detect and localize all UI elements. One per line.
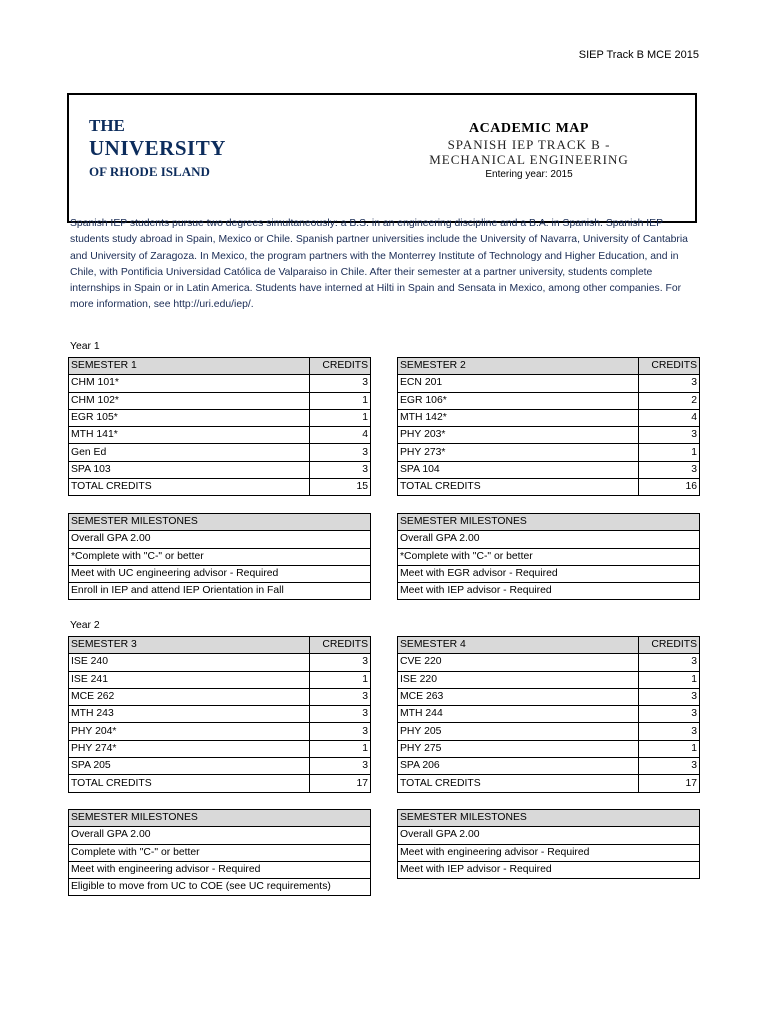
milestone-item: Meet with engineering advisor - Required (398, 844, 700, 861)
course-cell: MTH 142* (398, 409, 639, 426)
semester-3-table (68, 636, 371, 793)
year-1-label: Year 1 (70, 341, 100, 352)
milestone-row (398, 844, 700, 861)
course-cell: MCE 263 (398, 688, 639, 705)
logo-line-2: UNIVERSITY (89, 136, 226, 160)
table-row (69, 723, 371, 740)
total-credits: 17 (639, 775, 700, 792)
milestone-row (398, 548, 700, 565)
credits-cell: 3 (310, 654, 371, 671)
milestone-item: Meet with IEP advisor - Required (398, 861, 700, 878)
course-cell: SPA 206 (398, 758, 639, 775)
total-row (69, 775, 371, 792)
course-cell: EGR 105* (69, 409, 310, 426)
semester-header: SEMESTER 3 (69, 637, 310, 654)
milestone-item: Meet with engineering advisor - Required (69, 861, 371, 878)
program-title: MECHANICAL ENGINEERING (429, 152, 629, 167)
credits-cell: 3 (639, 654, 700, 671)
milestone-item: *Complete with "C-" or better (398, 548, 700, 565)
total-row (69, 479, 371, 496)
credits-cell: 2 (639, 392, 700, 409)
milestone-item: Overall GPA 2.00 (69, 531, 371, 548)
total-credits: 15 (310, 479, 371, 496)
milestone-item: Complete with "C-" or better (69, 844, 371, 861)
course-cell: EGR 106* (398, 392, 639, 409)
milestone-row (69, 583, 371, 600)
track-title: SPANISH IEP TRACK B - (447, 137, 611, 152)
total-label: TOTAL CREDITS (398, 479, 639, 496)
table-row (398, 688, 700, 705)
table-row (69, 375, 371, 392)
title-block (369, 121, 689, 180)
table-row (398, 671, 700, 688)
table-row (398, 427, 700, 444)
title-box (67, 93, 697, 223)
uri-logo (89, 117, 226, 178)
milestone-row (69, 531, 371, 548)
table-row (69, 688, 371, 705)
credits-header: CREDITS (639, 637, 700, 654)
credits-header: CREDITS (310, 637, 371, 654)
entering-year: Entering year: 2015 (485, 169, 573, 180)
semester-2-milestones (397, 513, 700, 600)
milestone-row (69, 861, 371, 878)
semester-2-table (397, 357, 700, 496)
credits-header: CREDITS (310, 358, 371, 375)
milestone-row (69, 548, 371, 565)
table-row (69, 758, 371, 775)
milestones-header: SEMESTER MILESTONES (398, 514, 700, 531)
semester-4-milestones (397, 809, 700, 879)
semester-header: SEMESTER 4 (398, 637, 639, 654)
course-cell: MTH 141* (69, 427, 310, 444)
course-cell: MCE 262 (69, 688, 310, 705)
course-cell: PHY 275 (398, 740, 639, 757)
credits-cell: 3 (639, 688, 700, 705)
table-row (398, 392, 700, 409)
milestone-row (398, 531, 700, 548)
table-row (398, 461, 700, 478)
table-row (69, 654, 371, 671)
milestone-row (69, 879, 371, 896)
total-credits: 17 (310, 775, 371, 792)
credits-cell: 3 (639, 461, 700, 478)
milestone-row (398, 583, 700, 600)
course-cell: ISE 220 (398, 671, 639, 688)
semester-4-table (397, 636, 700, 793)
course-cell: ISE 241 (69, 671, 310, 688)
total-row (398, 479, 700, 496)
credits-cell: 3 (310, 461, 371, 478)
milestone-row (69, 844, 371, 861)
table-row (398, 375, 700, 392)
table-row (69, 427, 371, 444)
milestone-item: Overall GPA 2.00 (398, 827, 700, 844)
milestone-item: Eligible to move from UC to COE (see UC requirements) (69, 879, 371, 896)
credits-cell: 1 (310, 740, 371, 757)
course-cell: CVE 220 (398, 654, 639, 671)
credits-cell: 1 (310, 409, 371, 426)
milestone-row (398, 827, 700, 844)
logo-line-3: OF RHODE ISLAND (89, 164, 210, 179)
course-cell: PHY 204* (69, 723, 310, 740)
credits-cell: 3 (639, 375, 700, 392)
milestone-row (69, 827, 371, 844)
semester-header: SEMESTER 1 (69, 358, 310, 375)
table-row (69, 706, 371, 723)
table-row (398, 706, 700, 723)
credits-cell: 3 (639, 723, 700, 740)
milestones-header: SEMESTER MILESTONES (69, 514, 371, 531)
credits-cell: 3 (310, 758, 371, 775)
milestone-item: *Complete with "C-" or better (69, 548, 371, 565)
credits-cell: 1 (639, 671, 700, 688)
milestone-item: Enroll in IEP and attend IEP Orientation in Fall (69, 583, 371, 600)
credits-cell: 3 (639, 758, 700, 775)
milestone-row (398, 861, 700, 878)
table-row (398, 758, 700, 775)
intro-paragraph: Spanish IEP students pursue two degrees simultaneously: a B.S. in an engineering discipline and a B.A. in Spanish. Spanish IEP students study abroad in Spain, Mexico or Chile. Spanish partner universities include the University of Navarra, University of Cantabria and University of Zaragoza. In Mexico, the program partners with the Monterrey Institute of Technology and Higher Education, and in Chile, with Pontificia Universidad Católica de Valparaiso in Chile. After their semester at a partner university, students complete internships in Spain or in Latin America. Students have interned at Hilti in Spain and Sensata in Mexico, among other companies. For more information, see http://uri.edu/iep/. (70, 218, 688, 311)
credits-cell: 3 (310, 688, 371, 705)
credits-cell: 3 (639, 706, 700, 723)
course-cell: SPA 205 (69, 758, 310, 775)
credits-cell: 3 (310, 723, 371, 740)
total-row (398, 775, 700, 792)
course-cell: MTH 243 (69, 706, 310, 723)
course-cell: PHY 203* (398, 427, 639, 444)
total-label: TOTAL CREDITS (69, 775, 310, 792)
table-row (398, 444, 700, 461)
course-cell: PHY 205 (398, 723, 639, 740)
milestone-item: Overall GPA 2.00 (69, 827, 371, 844)
academic-map-title: ACADEMIC MAP (469, 121, 589, 136)
milestone-row (398, 565, 700, 582)
year-2-label: Year 2 (70, 620, 100, 631)
credits-cell: 3 (639, 427, 700, 444)
page-header: SIEP Track B MCE 2015 (578, 49, 699, 61)
credits-cell: 3 (310, 375, 371, 392)
total-credits: 16 (639, 479, 700, 496)
course-cell: SPA 103 (69, 461, 310, 478)
credits-cell: 1 (310, 671, 371, 688)
milestone-item: Meet with UC engineering advisor - Required (69, 565, 371, 582)
course-cell: ECN 201 (398, 375, 639, 392)
credits-cell: 3 (310, 444, 371, 461)
milestone-item: Meet with EGR advisor - Required (398, 565, 700, 582)
total-label: TOTAL CREDITS (398, 775, 639, 792)
table-row (69, 444, 371, 461)
table-row (69, 461, 371, 478)
logo-line-1: THE (89, 116, 125, 135)
semester-3-milestones (68, 809, 371, 896)
semester-header: SEMESTER 2 (398, 358, 639, 375)
table-row (69, 392, 371, 409)
milestone-item: Overall GPA 2.00 (398, 531, 700, 548)
course-cell: Gen Ed (69, 444, 310, 461)
credits-header: CREDITS (639, 358, 700, 375)
table-row (398, 723, 700, 740)
course-cell: ISE 240 (69, 654, 310, 671)
course-cell: MTH 244 (398, 706, 639, 723)
course-cell: CHM 102* (69, 392, 310, 409)
milestones-header: SEMESTER MILESTONES (398, 810, 700, 827)
milestones-header: SEMESTER MILESTONES (69, 810, 371, 827)
credits-cell: 4 (310, 427, 371, 444)
table-row (69, 671, 371, 688)
credits-cell: 3 (310, 706, 371, 723)
table-row (398, 409, 700, 426)
credits-cell: 1 (310, 392, 371, 409)
semester-1-table (68, 357, 371, 496)
course-cell: PHY 273* (398, 444, 639, 461)
course-cell: PHY 274* (69, 740, 310, 757)
semester-1-milestones (68, 513, 371, 600)
table-row (69, 740, 371, 757)
milestone-row (69, 565, 371, 582)
table-row (398, 654, 700, 671)
credits-cell: 1 (639, 444, 700, 461)
table-row (69, 409, 371, 426)
total-label: TOTAL CREDITS (69, 479, 310, 496)
milestone-item: Meet with IEP advisor - Required (398, 583, 700, 600)
credits-cell: 1 (639, 740, 700, 757)
table-row (398, 740, 700, 757)
credits-cell: 4 (639, 409, 700, 426)
course-cell: SPA 104 (398, 461, 639, 478)
course-cell: CHM 101* (69, 375, 310, 392)
